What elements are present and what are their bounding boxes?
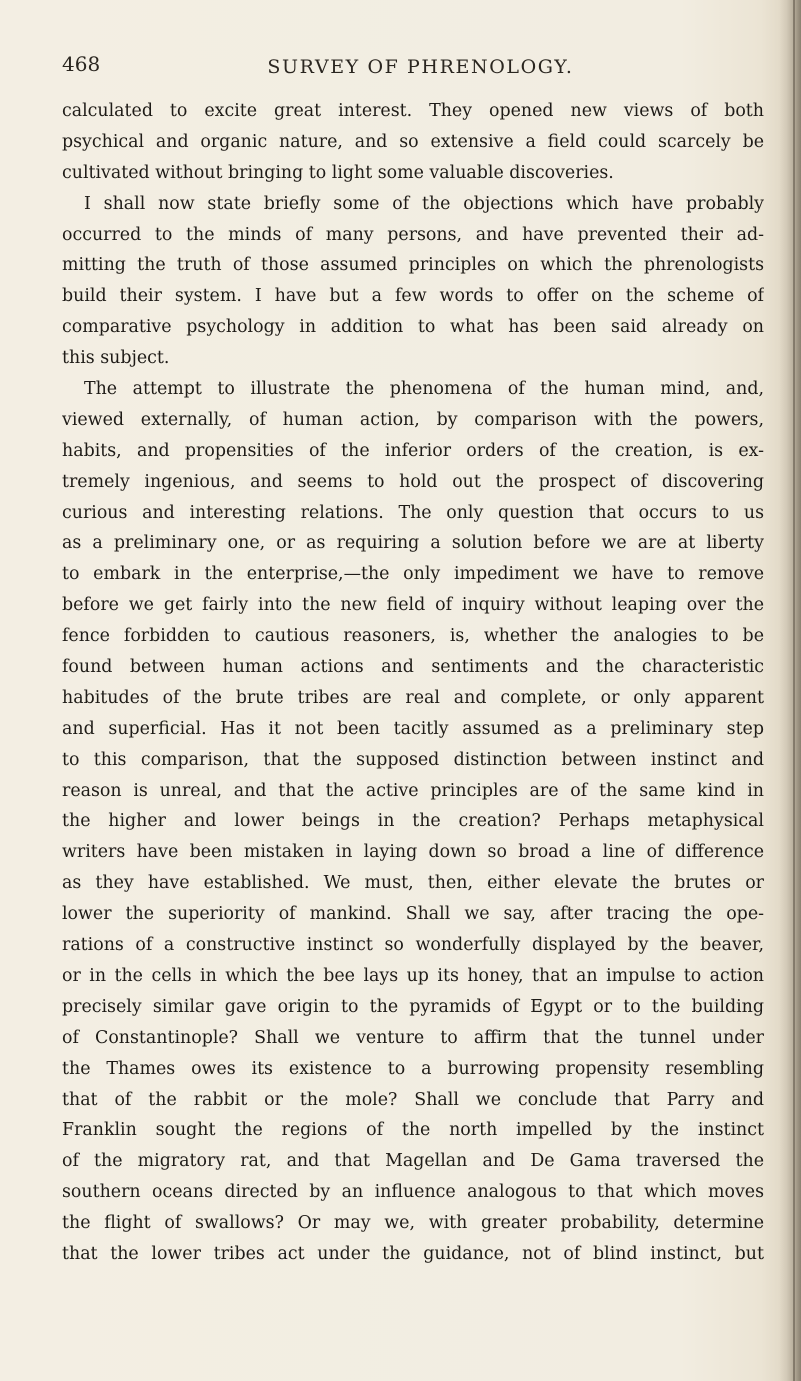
body-text <box>62 96 764 1270</box>
text-line: mitting the truth of those assumed principles on which the phrenologists <box>62 255 764 276</box>
text-line: reason is unreal, and that the active principles are of the same kind in <box>62 780 764 801</box>
text-line: cultivated without bringing to light some valuable discoveries. <box>62 162 614 183</box>
text-line: psychical and organic nature, and so extensive a field could scarcely be <box>62 131 764 152</box>
text-line: tremely ingenious, and seems to hold out the prospect of discovering <box>62 471 764 492</box>
text-line: that of the rabbit or the mole? Shall we conclude that Parry and <box>62 1089 764 1110</box>
text-line: that the lower tribes act under the guidance, not of blind instinct, but <box>62 1243 764 1264</box>
text-line: the Thames owes its existence to a burrowing propensity resembling <box>62 1058 764 1079</box>
text-line: the higher and lower beings in the creation? Perhaps metaphysical <box>62 811 764 832</box>
page-edge-line <box>793 0 795 1381</box>
text-line: writers have been mistaken in laying down so broad a line of difference <box>62 842 764 863</box>
text-line: as they have established. We must, then, either elevate the brutes or <box>62 873 764 894</box>
text-line: calculated to excite great interest. They opened new views of both <box>62 101 764 121</box>
text-line: of the migratory rat, and that Magellan and De Gama traversed the <box>62 1151 764 1172</box>
text-line: southern oceans directed by an influence analogous to that which moves <box>62 1182 764 1203</box>
text-line: this subject. <box>62 348 170 369</box>
text-line: The attempt to illustrate the phenomena of the human mind, and, <box>84 379 764 400</box>
text-line: build their system. I have but a few words to offer on the scheme of <box>62 286 764 307</box>
text-line: or in the cells in which the bee lays up its honey, that an impulse to action <box>62 965 764 986</box>
text-line: rations of a constructive instinct so wonderfully displayed by the beaver, <box>62 935 764 956</box>
text-line: fence forbidden to cautious reasoners, is, whether the analogies to be <box>62 626 764 647</box>
text-line: curious and interesting relations. The only question that occurs to us <box>62 502 764 523</box>
text-line: precisely similar gave origin to the pyramids of Egypt or to the building <box>62 996 764 1017</box>
text-line: I shall now state briefly some of the objections which have probably <box>84 193 764 214</box>
text-line: viewed externally, of human action, by comparison with the powers, <box>62 409 764 430</box>
text-line: before we get fairly into the new field of inquiry without leaping over the <box>62 595 764 616</box>
text-line: lower the superiority of mankind. Shall we say, after tracing the ope- <box>62 904 764 925</box>
text-line: the flight of swallows? Or may we, with greater probability, determine <box>62 1213 764 1234</box>
page-edge-shadow <box>779 0 801 1381</box>
text-line: of Constantinople? Shall we venture to affirm that the tunnel under <box>62 1027 764 1048</box>
running-head <box>0 56 801 78</box>
text-line: occurred to the minds of many persons, and have prevented their ad- <box>62 224 764 245</box>
text-line: habitudes of the brute tribes are real and complete, or only apparent <box>62 687 764 708</box>
text-line: to this comparison, that the supposed distinction between instinct and <box>62 749 764 770</box>
text-line: Franklin sought the regions of the north impelled by the instinct <box>62 1120 764 1141</box>
running-head-text: SURVEY OF PHRENOLOGY. <box>267 56 574 78</box>
text-line: habits, and propensities of the inferior orders of the creation, is ex- <box>62 440 764 461</box>
text-line: comparative psychology in addition to what has been said already on <box>62 317 764 338</box>
text-line: to embark in the enterprise,—the only impediment we have to remove <box>62 564 764 585</box>
text-line: found between human actions and sentiments and the characteristic <box>62 657 764 678</box>
text-line: as a preliminary one, or as requiring a solution before we are at liberty <box>62 533 764 554</box>
page-number: 468 <box>62 52 101 76</box>
text-line: and superficial. Has it not been tacitly assumed as a preliminary step <box>62 718 764 739</box>
